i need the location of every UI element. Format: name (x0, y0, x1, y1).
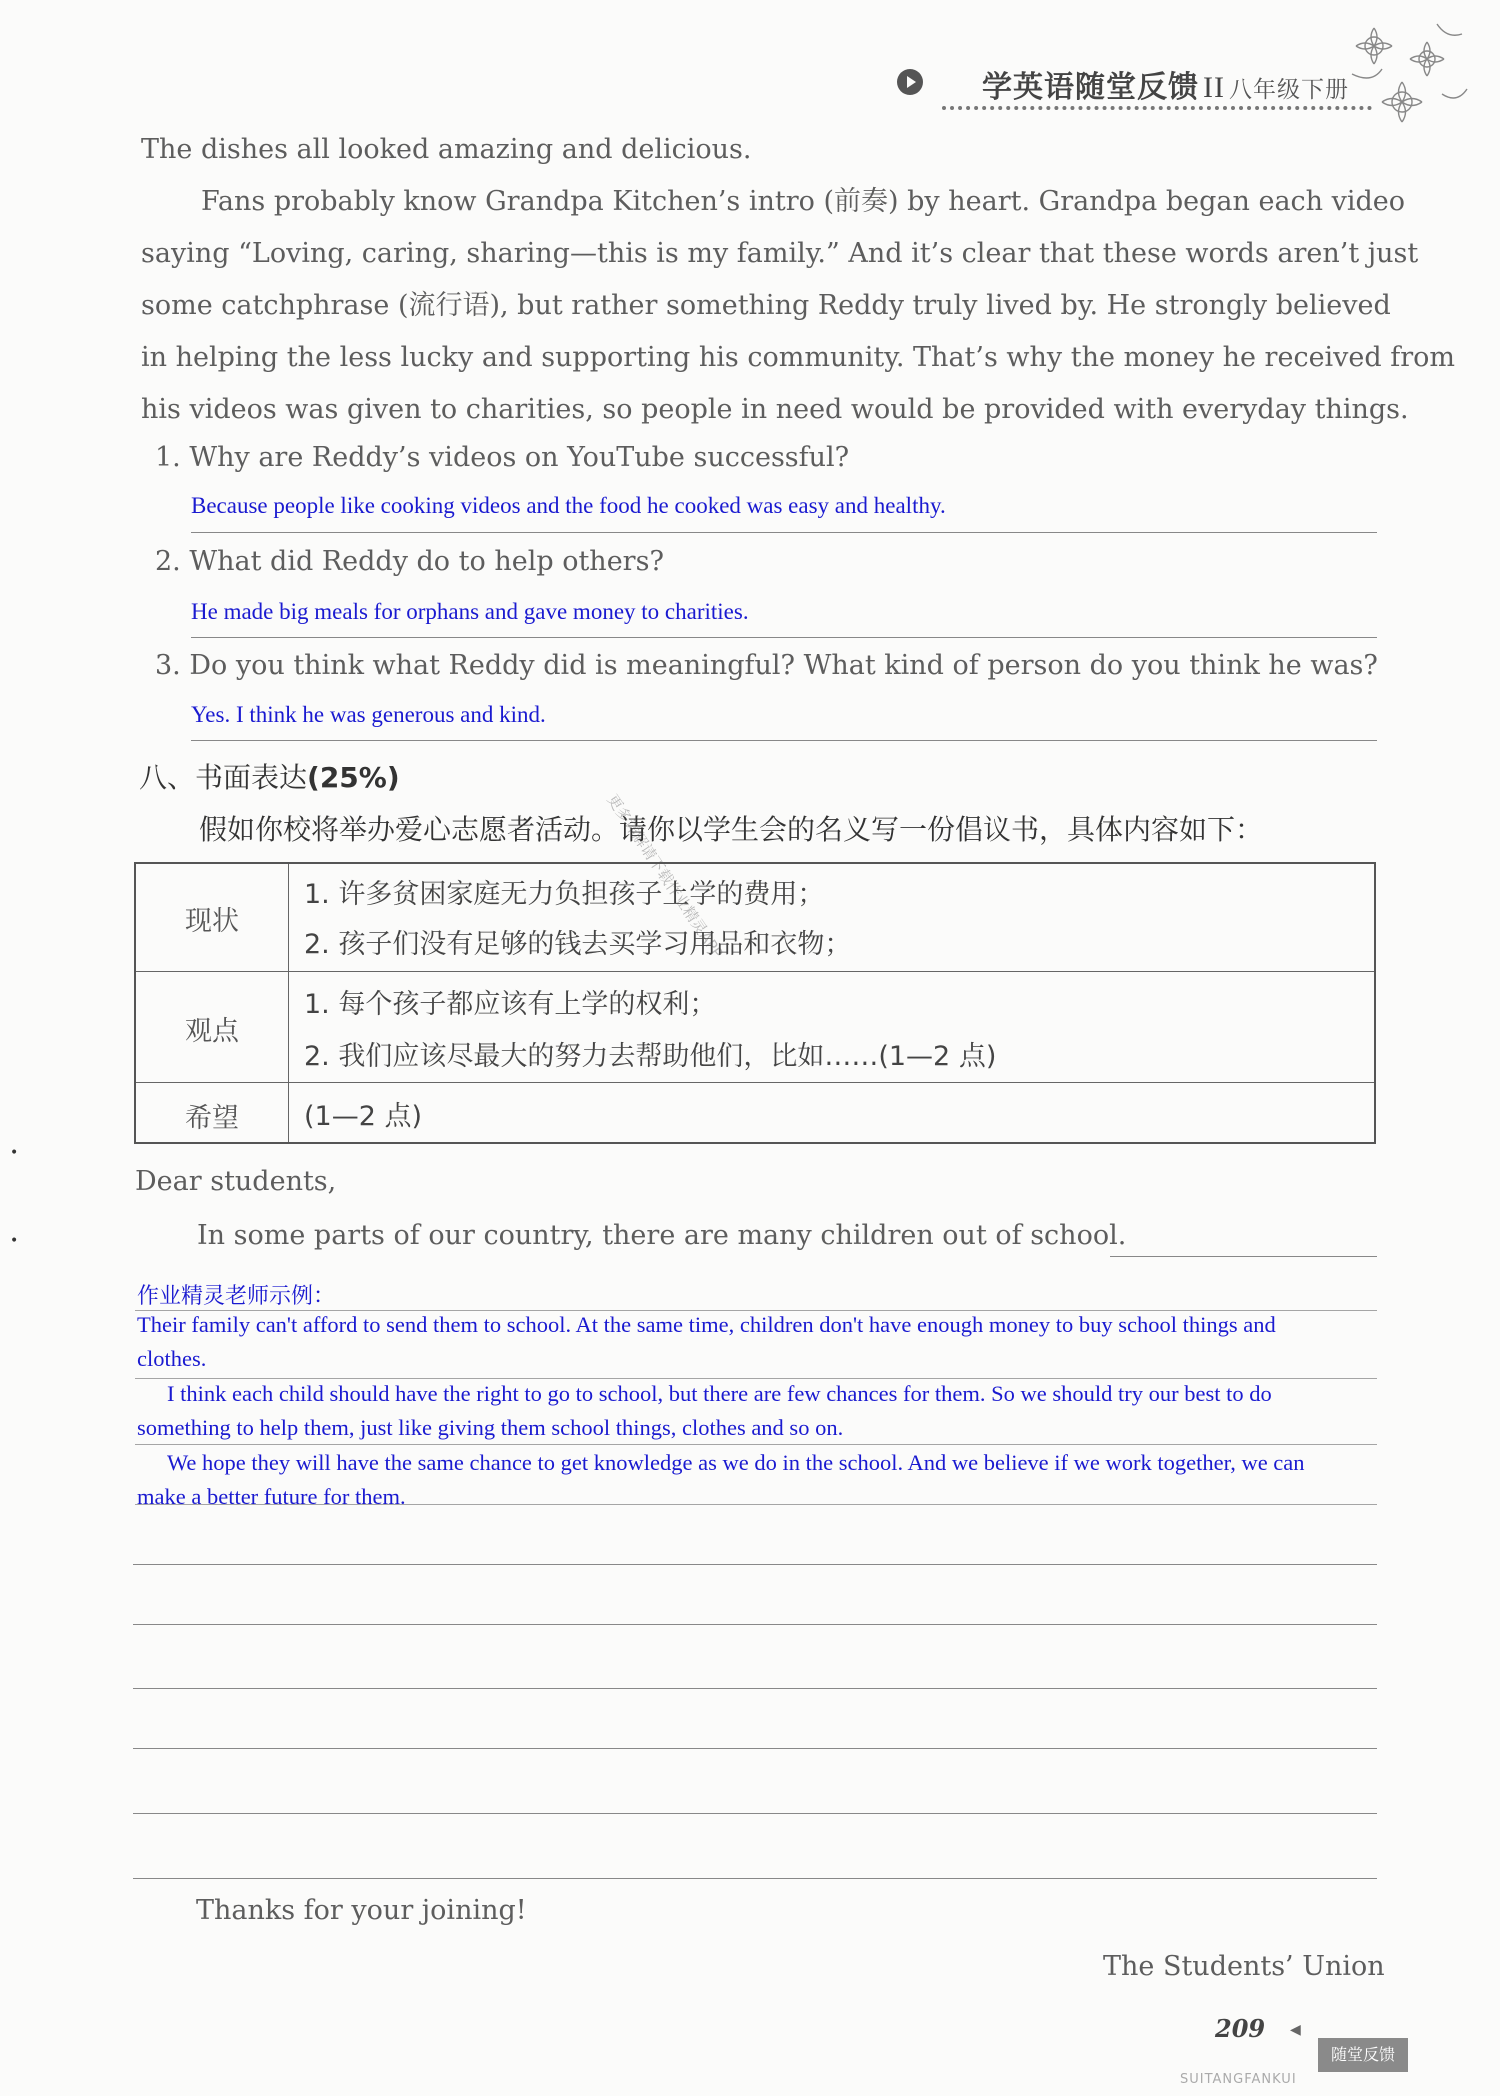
sample-line: Their family can't afford to send them to school. At the same time, children don't have enough money to buy school things and (137, 1312, 1276, 1337)
sample-line: something to help them, just like giving them school things, clothes and so on. (137, 1415, 844, 1440)
writing-line (133, 1564, 1377, 1565)
letter-signature: The Students’ Union (1103, 1951, 1385, 1982)
table-row-label: 观点 (185, 1016, 239, 1047)
answer-3: Yes. I think he was generous and kind. (191, 702, 546, 727)
flower-decoration-icon (1342, 14, 1472, 139)
table-cell: 1. 许多贫困家庭无力负担孩子上学的费用； (304, 879, 825, 910)
table-cell: 2. 孩子们没有足够的钱去买学习用品和衣物； (304, 929, 852, 960)
answer-line (191, 532, 1377, 533)
table-divider (288, 864, 289, 1142)
answer-line (191, 637, 1377, 638)
writing-line (1110, 1256, 1377, 1257)
section-heading: 八、书面表达(25%) (139, 761, 400, 794)
answer-line (191, 740, 1377, 741)
footer-badge: 随堂反馈 (1318, 2038, 1408, 2072)
book-title: 学英语随堂反馈 II 八年级下册 (982, 70, 1349, 105)
writing-line (133, 1813, 1377, 1814)
watermark: 更多详解请下载作业精灵APP (603, 791, 727, 962)
passage-line: saying “Loving, caring, sharing—this is my family.” And it’s clear that these words aren’t just (141, 238, 1419, 269)
passage-line: some catchphrase (流行语), but rather something Reddy truly lived by. He strongly believed (141, 290, 1391, 321)
salutation: Dear students, (135, 1166, 337, 1197)
passage-line: The dishes all looked amazing and delicious. (141, 134, 752, 165)
passage-line: in helping the less lucky and supporting his community. That’s why the money he received from (141, 342, 1456, 373)
margin-mark: • (10, 1233, 19, 1249)
writing-line (135, 1444, 1377, 1445)
writing-line (135, 1504, 1377, 1505)
answer-1: Because people like cooking videos and the food he cooked was easy and healthy. (191, 493, 946, 518)
table-cell: 2. 我们应该尽最大的努力去帮助他们，比如……(1—2 点) (304, 1041, 997, 1072)
sample-line: clothes. (137, 1346, 207, 1371)
sample-heading: 作业精灵老师示例： (137, 1284, 336, 1309)
footer-latin: SUITANGFANKUI (1180, 2072, 1297, 2087)
requirements-table (134, 862, 1376, 1144)
letter-closing: Thanks for your joining! (196, 1895, 527, 1926)
table-divider (136, 1082, 1374, 1083)
margin-mark: • (10, 1145, 19, 1161)
table-row-label: 现状 (185, 906, 239, 937)
sample-line: We hope they will have the same chance to get knowledge as we do in the school. And we believe if we work together, we can (167, 1450, 1305, 1475)
passage-line: Fans probably know Grandpa Kitchen’s intro (前奏) by heart. Grandpa began each video (201, 186, 1406, 217)
page-number: 209 (1215, 2014, 1266, 2043)
triangle-left-icon: ◀ (1290, 2022, 1301, 2038)
answer-2: He made big meals for orphans and gave money to charities. (191, 599, 749, 624)
writing-line (135, 1310, 1377, 1311)
writing-line (133, 1624, 1377, 1625)
table-divider (136, 971, 1374, 972)
sample-line: make a better future for them. (137, 1484, 406, 1509)
header-dotted-rule (942, 106, 1372, 110)
play-icon (897, 69, 923, 95)
writing-line (133, 1688, 1377, 1689)
passage-line: his videos was given to charities, so people in need would be provided with everyday things. (141, 394, 1409, 425)
question-3: 3. Do you think what Reddy did is meaningful? What kind of person do you think he was? (155, 650, 1378, 681)
question-1: 1. Why are Reddy’s videos on YouTube successful? (155, 442, 850, 473)
writing-instruction: 假如你校将举办爱心志愿者活动。请你以学生会的名义写一份倡议书，具体内容如下： (199, 813, 1264, 846)
sample-line: I think each child should have the right to go to school, but there are few chances for them. So we should try our best to do (167, 1381, 1272, 1406)
table-cell: 1. 每个孩子都应该有上学的权利； (304, 989, 717, 1020)
writing-line (133, 1878, 1377, 1879)
table-row-label: 希望 (185, 1103, 239, 1134)
writing-line (133, 1748, 1377, 1749)
letter-opening: In some parts of our country, there are many children out of school. (197, 1220, 1127, 1251)
table-cell: (1—2 点) (304, 1101, 423, 1132)
question-2: 2. What did Reddy do to help others? (155, 546, 664, 577)
writing-line (135, 1378, 1377, 1379)
